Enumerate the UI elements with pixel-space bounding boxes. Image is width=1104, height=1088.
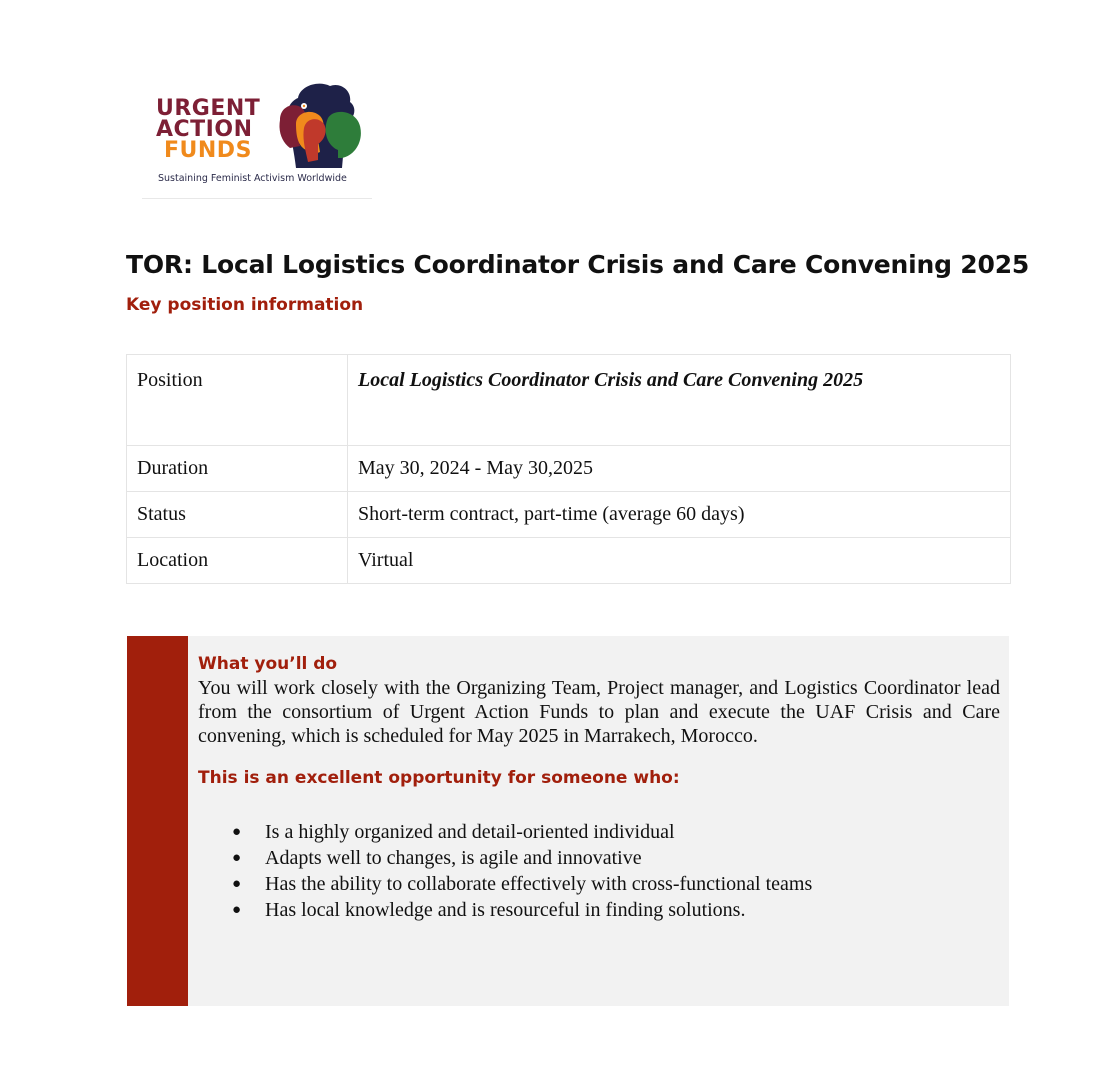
logo-divider <box>142 198 372 199</box>
list-item-text: Has local knowledge and is resourceful in finding solutions. <box>265 899 746 921</box>
logo-line2: ACTION <box>156 117 253 142</box>
table-value: May 30, 2024 - May 30,2025 <box>348 446 1011 492</box>
list-item <box>198 845 1000 871</box>
list-item-text: Has the ability to collaborate effectively with cross-functional teams <box>265 873 813 895</box>
bullet-icon: ● <box>232 824 242 840</box>
callout-heading: What you’ll do <box>198 654 338 674</box>
bullet-icon: ● <box>232 850 242 866</box>
table-key: Status <box>127 492 348 538</box>
table-row <box>127 492 1011 538</box>
list-item-text: Is a highly organized and detail-oriented individual <box>265 821 675 843</box>
opportunity-heading: This is an excellent opportunity for someone who: <box>198 768 680 788</box>
callout-body <box>198 652 1000 923</box>
table-key: Location <box>127 538 348 584</box>
callout-accent-bar <box>127 636 188 1006</box>
table-row <box>127 446 1011 492</box>
document-title: TOR: Local Logistics Coordinator Crisis and Care Convening 2025 <box>126 250 1030 279</box>
logo-wordmark <box>156 98 260 161</box>
logo-tagline: Sustaining Feminist Activism Worldwide <box>158 173 347 184</box>
table-value <box>348 355 1011 446</box>
logo <box>142 78 374 202</box>
list-item <box>198 819 1000 845</box>
list-item <box>198 871 1000 897</box>
table-value: Virtual <box>348 538 1011 584</box>
list-item-text: Adapts well to changes, is agile and innovative <box>265 847 642 869</box>
table-key: Duration <box>127 446 348 492</box>
what-youll-do-callout <box>127 636 1009 1006</box>
table-row <box>127 355 1011 446</box>
bullet-icon: ● <box>232 902 242 918</box>
logo-line1: URGENT <box>156 96 261 121</box>
table-value: Short-term contract, part-time (average 60 days) <box>348 492 1011 538</box>
logo-line3: FUNDS <box>164 138 252 163</box>
qualifications-list <box>198 819 1000 923</box>
table-row <box>127 538 1011 584</box>
list-item <box>198 897 1000 923</box>
bullet-icon: ● <box>232 876 242 892</box>
section-subtitle: Key position information <box>126 295 364 315</box>
table-key: Position <box>127 355 348 446</box>
callout-paragraph: You will work closely with the Organizing Team, Project manager, and Logistics Coordinator lead from the consortium of Urgent Action Funds to plan and execute the UAF Crisis and Care convening, which is scheduled for May 2025 in Marrakech, Morocco. <box>198 677 1000 747</box>
logo-profiles-icon <box>260 80 366 172</box>
position-title-value: Local Logistics Coordinator Crisis and Care Convening 2025 <box>358 369 864 391</box>
position-info-table <box>126 354 1011 584</box>
